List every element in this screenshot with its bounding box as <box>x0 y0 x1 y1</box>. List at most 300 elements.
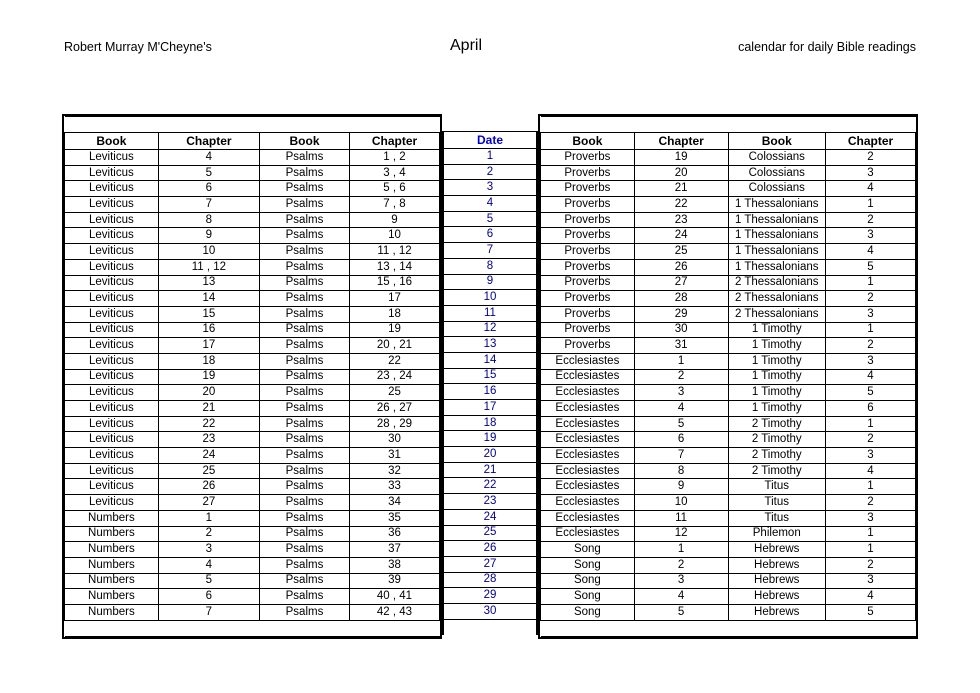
cell-chapter-2: 5 , 6 <box>350 181 440 197</box>
table-row <box>65 165 440 181</box>
table-row <box>65 589 440 605</box>
table-row <box>65 212 440 228</box>
table-row <box>541 557 916 573</box>
cell-date: 2 <box>444 164 536 180</box>
cell-chapter-4: 3 <box>826 306 916 322</box>
cell-chapter-1: 21 <box>158 401 259 417</box>
cell-chapter-3: 3 <box>634 573 728 589</box>
cell-book-4: Hebrews <box>728 557 826 573</box>
cell-chapter-3: 9 <box>634 479 728 495</box>
table-row <box>541 604 916 620</box>
cell-book-2: Psalms <box>260 479 350 495</box>
cell-book-4: 1 Timothy <box>728 401 826 417</box>
cell-chapter-4: 3 <box>826 353 916 369</box>
date-column <box>442 131 538 635</box>
table-row <box>541 244 916 260</box>
cell-book-4: 2 Timothy <box>728 463 826 479</box>
cell-chapter-1: 10 <box>158 244 259 260</box>
cell-date: 23 <box>444 494 536 510</box>
cell-book-4: 1 Timothy <box>728 322 826 338</box>
column-header-book-4: Book <box>728 133 826 150</box>
cell-book-2: Psalms <box>260 353 350 369</box>
table-row <box>444 462 536 478</box>
cell-date: 28 <box>444 572 536 588</box>
cell-chapter-3: 4 <box>634 589 728 605</box>
cell-book-3: Ecclesiastes <box>541 385 635 401</box>
cell-book-4: 2 Timothy <box>728 432 826 448</box>
cell-chapter-1: 5 <box>158 573 259 589</box>
table-row <box>444 431 536 447</box>
cell-chapter-4: 1 <box>826 479 916 495</box>
cell-chapter-2: 32 <box>350 463 440 479</box>
table-row <box>541 416 916 432</box>
cell-book-1: Leviticus <box>65 369 159 385</box>
cell-book-2: Psalms <box>260 463 350 479</box>
spacer-cell <box>260 117 350 133</box>
table-row <box>541 150 916 166</box>
cell-book-3: Proverbs <box>541 306 635 322</box>
cell-chapter-3: 27 <box>634 275 728 291</box>
table-row <box>541 338 916 354</box>
cell-chapter-3: 31 <box>634 338 728 354</box>
left-spacer-row-bottom <box>65 620 440 636</box>
author-label: Robert Murray M'Cheyne's <box>64 40 212 54</box>
cell-book-3: Song <box>541 589 635 605</box>
cell-chapter-2: 23 , 24 <box>350 369 440 385</box>
table-row <box>444 211 536 227</box>
cell-chapter-4: 4 <box>826 589 916 605</box>
cell-book-1: Leviticus <box>65 150 159 166</box>
cell-book-2: Psalms <box>260 165 350 181</box>
cell-chapter-4: 2 <box>826 432 916 448</box>
spacer-cell <box>260 620 350 636</box>
table-row <box>444 556 536 572</box>
cell-date: 17 <box>444 400 536 416</box>
cell-chapter-1: 6 <box>158 589 259 605</box>
cell-book-2: Psalms <box>260 573 350 589</box>
cell-chapter-4: 1 <box>826 526 916 542</box>
table-row <box>65 244 440 260</box>
cell-chapter-1: 6 <box>158 181 259 197</box>
table-row <box>444 415 536 431</box>
cell-date: 9 <box>444 274 536 290</box>
cell-chapter-3: 3 <box>634 385 728 401</box>
cell-chapter-1: 26 <box>158 479 259 495</box>
table-row <box>541 542 916 558</box>
cell-book-3: Proverbs <box>541 228 635 244</box>
cell-chapter-2: 31 <box>350 448 440 464</box>
cell-chapter-1: 20 <box>158 385 259 401</box>
cell-chapter-4: 5 <box>826 385 916 401</box>
cell-book-4: 1 Thessalonians <box>728 197 826 213</box>
cell-chapter-1: 1 <box>158 510 259 526</box>
cell-book-2: Psalms <box>260 416 350 432</box>
cell-chapter-2: 18 <box>350 306 440 322</box>
cell-chapter-3: 23 <box>634 212 728 228</box>
column-header-book-2: Book <box>260 133 350 150</box>
table-row <box>541 369 916 385</box>
cell-date: 25 <box>444 525 536 541</box>
cell-book-4: Philemon <box>728 526 826 542</box>
cell-chapter-4: 2 <box>826 338 916 354</box>
cell-book-4: 2 Timothy <box>728 416 826 432</box>
table-row <box>65 353 440 369</box>
cell-chapter-1: 19 <box>158 369 259 385</box>
cell-chapter-4: 4 <box>826 369 916 385</box>
cell-chapter-2: 9 <box>350 212 440 228</box>
cell-book-3: Ecclesiastes <box>541 495 635 511</box>
table-row <box>541 353 916 369</box>
table-row <box>541 479 916 495</box>
table-row <box>444 368 536 384</box>
cell-book-1: Numbers <box>65 589 159 605</box>
cell-book-3: Ecclesiastes <box>541 510 635 526</box>
cell-chapter-3: 25 <box>634 244 728 260</box>
cell-chapter-3: 20 <box>634 165 728 181</box>
cell-book-4: 2 Timothy <box>728 448 826 464</box>
table-row <box>65 401 440 417</box>
table-row <box>65 510 440 526</box>
cell-book-2: Psalms <box>260 542 350 558</box>
table-row <box>65 306 440 322</box>
cell-book-3: Proverbs <box>541 165 635 181</box>
table-row <box>541 322 916 338</box>
table-row <box>444 290 536 306</box>
cell-date: 18 <box>444 415 536 431</box>
cell-book-3: Proverbs <box>541 259 635 275</box>
cell-chapter-1: 16 <box>158 322 259 338</box>
cell-chapter-4: 2 <box>826 150 916 166</box>
table-row <box>541 432 916 448</box>
table-row <box>65 181 440 197</box>
cell-book-4: 2 Thessalonians <box>728 291 826 307</box>
cell-chapter-4: 3 <box>826 448 916 464</box>
table-row <box>541 259 916 275</box>
cell-chapter-2: 1 , 2 <box>350 150 440 166</box>
cell-book-1: Leviticus <box>65 322 159 338</box>
table-row <box>444 180 536 196</box>
cell-date: 13 <box>444 337 536 353</box>
table-row <box>444 494 536 510</box>
cell-book-1: Leviticus <box>65 432 159 448</box>
cell-chapter-1: 11 , 12 <box>158 259 259 275</box>
cell-book-4: Colossians <box>728 181 826 197</box>
cell-book-4: 2 Thessalonians <box>728 306 826 322</box>
cell-chapter-2: 35 <box>350 510 440 526</box>
cell-chapter-4: 6 <box>826 401 916 417</box>
cell-book-1: Numbers <box>65 526 159 542</box>
table-row <box>444 400 536 416</box>
cell-book-2: Psalms <box>260 291 350 307</box>
cell-chapter-4: 5 <box>826 259 916 275</box>
cell-book-3: Song <box>541 557 635 573</box>
table-row <box>65 369 440 385</box>
cell-book-4: Hebrews <box>728 604 826 620</box>
cell-book-1: Numbers <box>65 573 159 589</box>
cell-chapter-1: 24 <box>158 448 259 464</box>
table-row <box>444 243 536 259</box>
cell-chapter-2: 3 , 4 <box>350 165 440 181</box>
cell-chapter-2: 13 , 14 <box>350 259 440 275</box>
cell-book-2: Psalms <box>260 212 350 228</box>
cell-book-1: Leviticus <box>65 463 159 479</box>
cell-chapter-1: 13 <box>158 275 259 291</box>
cell-book-4: Titus <box>728 495 826 511</box>
table-row <box>65 322 440 338</box>
table-row <box>541 165 916 181</box>
cell-book-3: Ecclesiastes <box>541 432 635 448</box>
table-row <box>541 212 916 228</box>
cell-book-4: 1 Timothy <box>728 338 826 354</box>
cell-chapter-3: 19 <box>634 150 728 166</box>
table-row <box>65 479 440 495</box>
table-row <box>541 181 916 197</box>
cell-book-3: Proverbs <box>541 275 635 291</box>
cell-book-2: Psalms <box>260 401 350 417</box>
column-header-date: Date <box>444 132 536 149</box>
cell-chapter-3: 24 <box>634 228 728 244</box>
cell-book-1: Leviticus <box>65 448 159 464</box>
cell-chapter-3: 10 <box>634 495 728 511</box>
column-header-book-1: Book <box>65 133 159 150</box>
cell-chapter-2: 28 , 29 <box>350 416 440 432</box>
cell-book-2: Psalms <box>260 322 350 338</box>
table-row <box>65 495 440 511</box>
cell-chapter-1: 27 <box>158 495 259 511</box>
cell-chapter-1: 25 <box>158 463 259 479</box>
table-row <box>444 541 536 557</box>
cell-book-4: Colossians <box>728 150 826 166</box>
page-title: April <box>450 37 483 54</box>
spacer-cell <box>158 620 259 636</box>
table-row <box>541 275 916 291</box>
table-row <box>65 542 440 558</box>
table-row <box>541 306 916 322</box>
cell-chapter-2: 39 <box>350 573 440 589</box>
table-row <box>65 197 440 213</box>
table-row <box>541 228 916 244</box>
cell-book-2: Psalms <box>260 244 350 260</box>
table-row <box>65 385 440 401</box>
cell-chapter-2: 33 <box>350 479 440 495</box>
cell-chapter-2: 42 , 43 <box>350 604 440 620</box>
table-row <box>65 463 440 479</box>
cell-chapter-2: 10 <box>350 228 440 244</box>
cell-date: 24 <box>444 509 536 525</box>
column-header-chapter-2: Chapter <box>350 133 440 150</box>
table-row <box>444 258 536 274</box>
cell-book-2: Psalms <box>260 604 350 620</box>
spacer-cell <box>65 620 159 636</box>
cell-date: 30 <box>444 603 536 619</box>
table-row <box>541 589 916 605</box>
cell-book-4: 1 Thessalonians <box>728 228 826 244</box>
cell-date: 4 <box>444 196 536 212</box>
cell-chapter-3: 6 <box>634 432 728 448</box>
cell-date: 26 <box>444 541 536 557</box>
cell-date: 29 <box>444 588 536 604</box>
cell-chapter-3: 29 <box>634 306 728 322</box>
cell-chapter-1: 2 <box>158 526 259 542</box>
column-header-book-3: Book <box>541 133 635 150</box>
cell-chapter-3: 12 <box>634 526 728 542</box>
cell-chapter-2: 26 , 27 <box>350 401 440 417</box>
cell-book-1: Leviticus <box>65 259 159 275</box>
cell-date: 19 <box>444 431 536 447</box>
cell-date: 11 <box>444 305 536 321</box>
cell-chapter-4: 3 <box>826 573 916 589</box>
cell-chapter-2: 37 <box>350 542 440 558</box>
spacer-cell <box>826 117 916 133</box>
cell-book-2: Psalms <box>260 228 350 244</box>
cell-book-3: Ecclesiastes <box>541 401 635 417</box>
table-row <box>65 604 440 620</box>
cell-chapter-2: 40 , 41 <box>350 589 440 605</box>
cell-book-4: Hebrews <box>728 589 826 605</box>
cell-book-1: Leviticus <box>65 212 159 228</box>
spacer-cell <box>634 620 728 636</box>
table-row <box>65 526 440 542</box>
cell-chapter-4: 2 <box>826 212 916 228</box>
left-readings-table <box>62 114 442 639</box>
cell-chapter-1: 7 <box>158 604 259 620</box>
cell-chapter-3: 5 <box>634 604 728 620</box>
spacer-cell <box>728 620 826 636</box>
cell-date: 15 <box>444 368 536 384</box>
cell-chapter-2: 11 , 12 <box>350 244 440 260</box>
cell-book-4: 1 Timothy <box>728 385 826 401</box>
cell-chapter-2: 36 <box>350 526 440 542</box>
cell-chapter-4: 3 <box>826 228 916 244</box>
cell-chapter-4: 5 <box>826 604 916 620</box>
cell-chapter-4: 2 <box>826 557 916 573</box>
spacer-cell <box>728 117 826 133</box>
table-row <box>541 510 916 526</box>
cell-chapter-1: 17 <box>158 338 259 354</box>
table-row <box>444 227 536 243</box>
table-row <box>444 196 536 212</box>
cell-book-4: 1 Timothy <box>728 353 826 369</box>
cell-book-1: Leviticus <box>65 275 159 291</box>
cell-book-1: Leviticus <box>65 495 159 511</box>
cell-chapter-4: 2 <box>826 495 916 511</box>
cell-book-3: Proverbs <box>541 197 635 213</box>
cell-book-2: Psalms <box>260 181 350 197</box>
table-row <box>444 478 536 494</box>
cell-book-3: Proverbs <box>541 181 635 197</box>
cell-book-3: Ecclesiastes <box>541 526 635 542</box>
cell-book-3: Proverbs <box>541 212 635 228</box>
cell-chapter-1: 18 <box>158 353 259 369</box>
cell-chapter-2: 19 <box>350 322 440 338</box>
cell-book-4: Hebrews <box>728 542 826 558</box>
cell-book-1: Numbers <box>65 557 159 573</box>
cell-chapter-3: 8 <box>634 463 728 479</box>
cell-book-1: Leviticus <box>65 306 159 322</box>
table-row <box>541 448 916 464</box>
table-row <box>444 509 536 525</box>
cell-book-4: 2 Thessalonians <box>728 275 826 291</box>
cell-chapter-1: 5 <box>158 165 259 181</box>
cell-book-3: Proverbs <box>541 322 635 338</box>
cell-chapter-2: 20 , 21 <box>350 338 440 354</box>
cell-book-2: Psalms <box>260 197 350 213</box>
table-row <box>444 447 536 463</box>
spacer-cell <box>350 117 440 133</box>
cell-date: 22 <box>444 478 536 494</box>
table-row <box>541 573 916 589</box>
cell-chapter-2: 15 , 16 <box>350 275 440 291</box>
table-row <box>65 150 440 166</box>
cell-book-1: Leviticus <box>65 244 159 260</box>
table-row <box>444 305 536 321</box>
cell-chapter-4: 1 <box>826 275 916 291</box>
cell-chapter-3: 5 <box>634 416 728 432</box>
spacer-cell <box>350 620 440 636</box>
cell-book-1: Leviticus <box>65 181 159 197</box>
cell-book-1: Leviticus <box>65 228 159 244</box>
cell-date: 20 <box>444 447 536 463</box>
table-row <box>541 463 916 479</box>
cell-chapter-3: 2 <box>634 369 728 385</box>
cell-book-3: Song <box>541 542 635 558</box>
table-row <box>65 338 440 354</box>
cell-book-2: Psalms <box>260 510 350 526</box>
table-row <box>444 337 536 353</box>
cell-book-1: Leviticus <box>65 416 159 432</box>
cell-date: 5 <box>444 211 536 227</box>
cell-book-2: Psalms <box>260 306 350 322</box>
cell-book-1: Numbers <box>65 542 159 558</box>
cell-date: 21 <box>444 462 536 478</box>
cell-chapter-2: 34 <box>350 495 440 511</box>
column-header-chapter-1: Chapter <box>158 133 259 150</box>
table-row <box>65 557 440 573</box>
right-spacer-row-bottom <box>541 620 916 636</box>
cell-chapter-3: 1 <box>634 353 728 369</box>
cell-chapter-1: 22 <box>158 416 259 432</box>
cell-book-2: Psalms <box>260 150 350 166</box>
calendar-grid <box>62 114 918 639</box>
cell-chapter-2: 30 <box>350 432 440 448</box>
cell-book-2: Psalms <box>260 589 350 605</box>
cell-chapter-3: 11 <box>634 510 728 526</box>
cell-book-3: Proverbs <box>541 291 635 307</box>
cell-book-1: Numbers <box>65 604 159 620</box>
reading-calendar <box>62 114 918 639</box>
date-spacer-row-bottom <box>444 619 536 635</box>
cell-book-1: Numbers <box>65 510 159 526</box>
right-readings-table <box>538 114 918 639</box>
cell-book-2: Psalms <box>260 369 350 385</box>
cell-book-2: Psalms <box>260 385 350 401</box>
cell-chapter-2: 17 <box>350 291 440 307</box>
table-row <box>444 588 536 604</box>
cell-book-1: Leviticus <box>65 353 159 369</box>
spacer-cell <box>444 619 536 635</box>
cell-chapter-3: 4 <box>634 401 728 417</box>
table-row <box>444 164 536 180</box>
cell-chapter-3: 2 <box>634 557 728 573</box>
column-header-chapter-4: Chapter <box>826 133 916 150</box>
cell-book-3: Proverbs <box>541 338 635 354</box>
cell-date: 1 <box>444 149 536 165</box>
cell-chapter-1: 15 <box>158 306 259 322</box>
cell-date: 10 <box>444 290 536 306</box>
cell-chapter-4: 4 <box>826 463 916 479</box>
cell-book-4: Titus <box>728 510 826 526</box>
cell-book-3: Proverbs <box>541 244 635 260</box>
